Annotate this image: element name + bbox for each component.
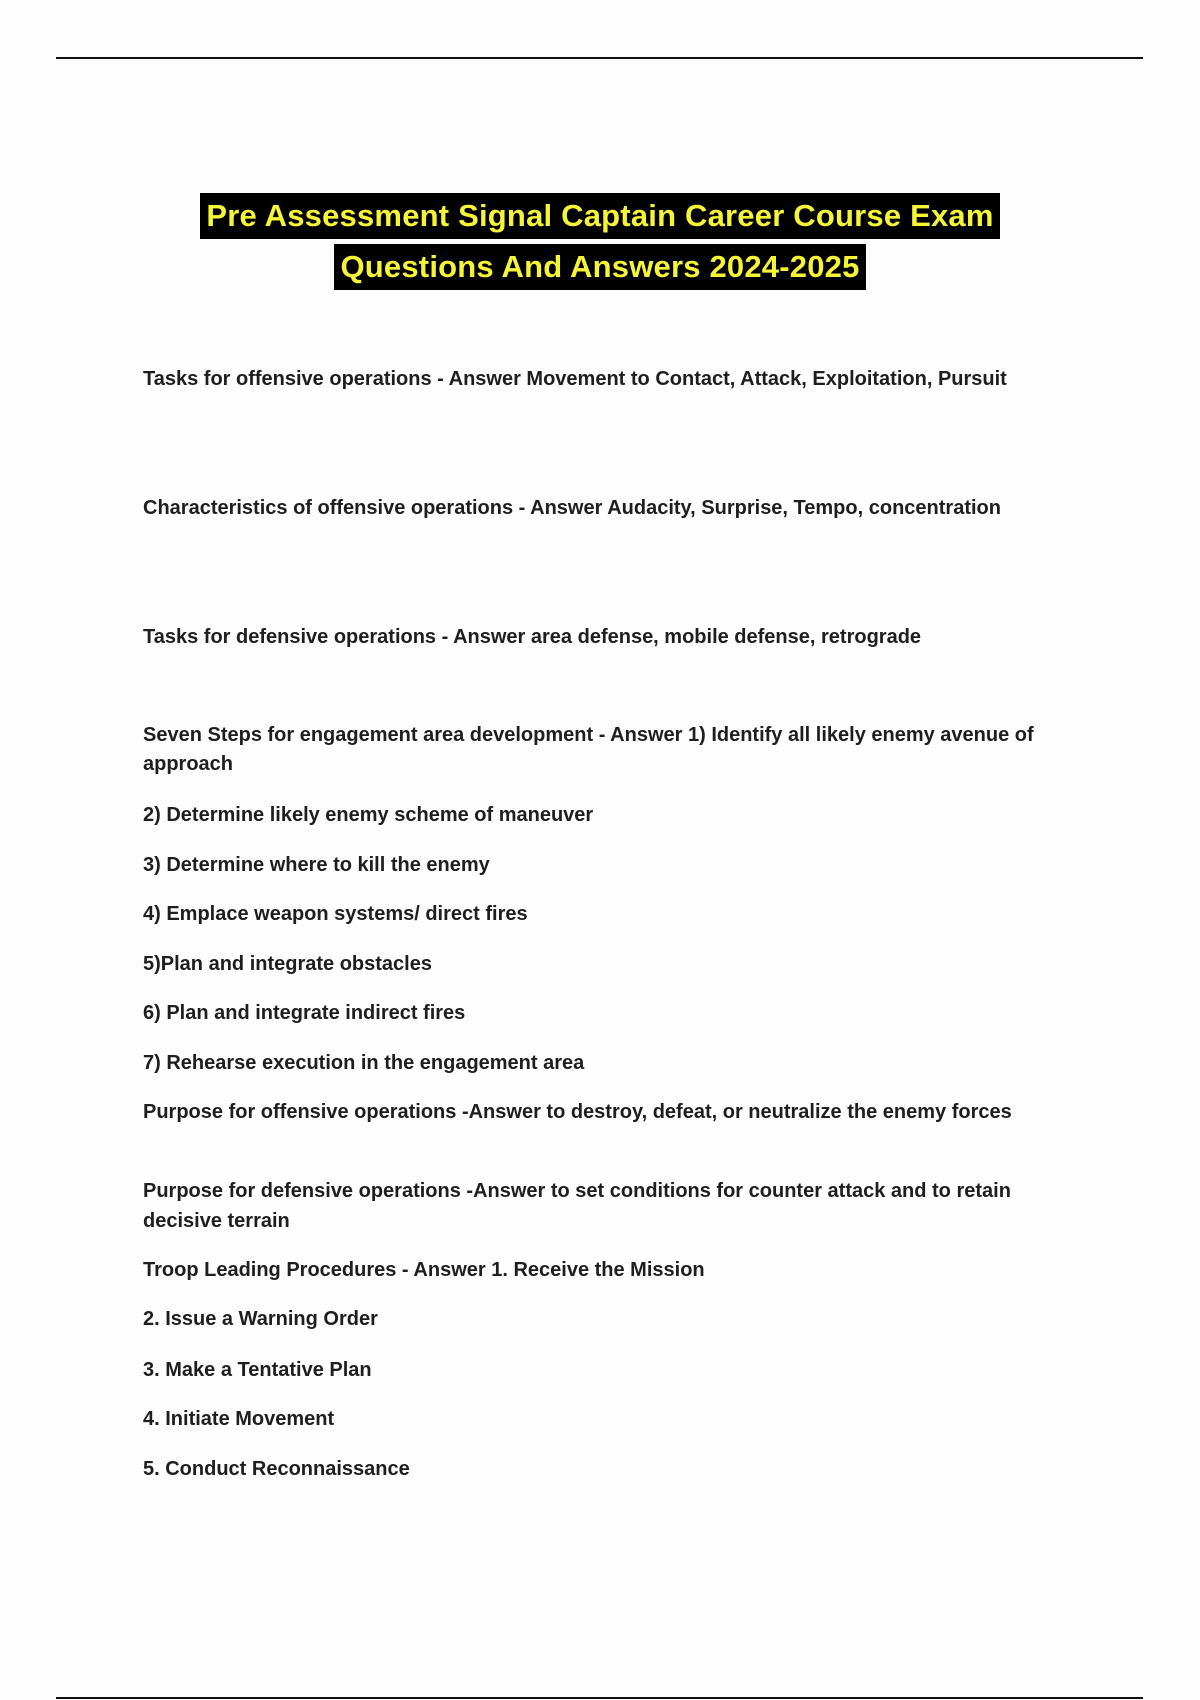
paragraph: Tasks for defensive operations - Answer area defense, mobile defense, retrograde	[143, 626, 922, 648]
list-item: 2) Determine likely enemy scheme of maneuver	[143, 804, 594, 826]
paragraph: Seven Steps for engagement area development - Answer 1) Identify all likely enemy avenue of approach	[143, 724, 1034, 775]
paragraph: Purpose for offensive operations -Answer to destroy, defeat, or neutralize the enemy forces	[143, 1101, 1012, 1123]
bottom-rule	[56, 1697, 1143, 1699]
title-highlight: Questions And Answers 2024-2025	[334, 244, 865, 290]
list-item: 5. Conduct Reconnaissance	[143, 1458, 410, 1480]
list-item: 6) Plan and integrate indirect fires	[143, 1002, 466, 1024]
paragraph: Purpose for defensive operations -Answer to set conditions for counter attack and to retain decisive terrain	[143, 1180, 1011, 1232]
list-item: 4) Emplace weapon systems/ direct fires	[143, 903, 528, 925]
paragraph: Characteristics of offensive operations - Answer Audacity, Surprise, Tempo, concentration	[143, 497, 1001, 519]
top-rule	[56, 57, 1143, 59]
list-item: 3) Determine where to kill the enemy	[143, 854, 490, 876]
title-line-2	[0, 244, 1200, 290]
title-line-1	[0, 193, 1200, 239]
list-item: 2. Issue a Warning Order	[143, 1308, 378, 1330]
list-item: 5)Plan and integrate obstacles	[143, 953, 432, 975]
paragraph: Tasks for offensive operations - Answer Movement to Contact, Attack, Exploitation, Pursuit	[143, 368, 1007, 390]
list-item: 4. Initiate Movement	[143, 1408, 335, 1430]
list-item: 7) Rehearse execution in the engagement area	[143, 1052, 585, 1074]
title-highlight: Pre Assessment Signal Captain Career Course Exam	[200, 193, 999, 239]
list-item: 3. Make a Tentative Plan	[143, 1359, 372, 1381]
paragraph: Troop Leading Procedures - Answer 1. Receive the Mission	[143, 1259, 705, 1281]
